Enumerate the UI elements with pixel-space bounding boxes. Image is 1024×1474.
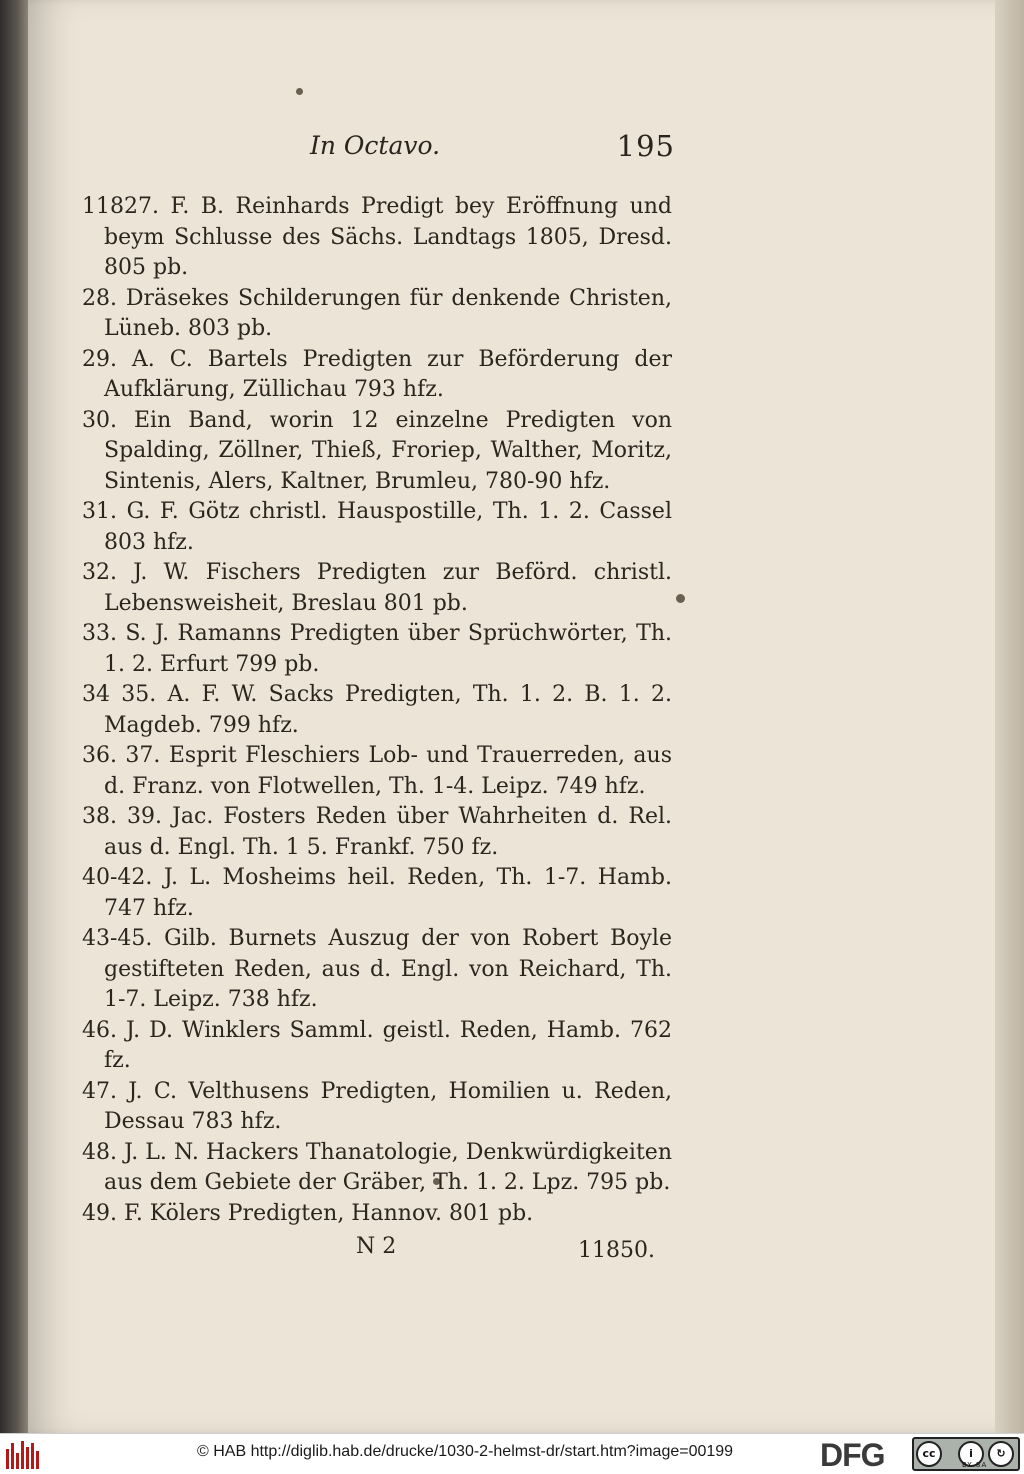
catalog-entry: 32. J. W. Fischers Predigten zur Beförd. christl. Lebensweisheit, Breslau 801 pb. bbox=[82, 560, 672, 616]
running-head bbox=[100, 125, 675, 175]
book-spine bbox=[0, 0, 28, 1433]
catalog-entry: 29. A. C. Bartels Predigten zur Beförderung der Aufklärung, Züllichau 793 hfz. bbox=[82, 346, 672, 402]
catalog-entry: 33. S. J. Ramanns Predigten über Sprüchwörter, Th. 1. 2. Erfurt 799 pb. bbox=[82, 621, 672, 677]
attribution-bar bbox=[0, 1433, 1024, 1474]
catalog-entries bbox=[82, 192, 672, 1229]
page-number: 195 bbox=[616, 129, 675, 163]
catalog-entry: 40-42. J. L. Mosheims heil. Reden, Th. 1-7. Hamb. 747 hfz. bbox=[82, 865, 672, 921]
cc-icon: cc bbox=[916, 1441, 942, 1467]
running-head-title: In Octavo. bbox=[310, 131, 441, 160]
page-fold bbox=[995, 0, 1024, 1433]
share-alike-icon: ↻ bbox=[988, 1441, 1014, 1467]
catalog-entry: 47. J. C. Velthusens Predigten, Homilien u. Reden, Dessau 783 hfz. bbox=[82, 1078, 672, 1134]
catalog-entry: 11827. F. B. Reinhards Predigt bey Eröffnung und beym Schlusse des Sächs. Landtags 1805, Dresd. 805 pb. bbox=[82, 194, 672, 280]
catalog-entry: 36. 37. Esprit Fleschiers Lob- und Trauerreden, aus d. Franz. von Flotwellen, Th. 1-4. Leipz. 749 hfz. bbox=[82, 743, 672, 799]
catchword: 11850. bbox=[578, 1238, 655, 1263]
ink-spot bbox=[676, 594, 685, 603]
catalog-entry: 34 35. A. F. W. Sacks Predigten, Th. 1. 2. B. 1. 2. Magdeb. 799 hfz. bbox=[82, 682, 672, 738]
catalog-entry: 49. F. Kölers Predigten, Hannov. 801 pb. bbox=[82, 1200, 534, 1226]
catalog-entry: 43-45. Gilb. Burnets Auszug der von Robert Boyle gestifteten Reden, aus d. Engl. von Reichard, Th. 1-7. Leipz. 738 hfz. bbox=[82, 926, 672, 1012]
dfg-logo: DFG bbox=[820, 1437, 885, 1473]
catalog-entry: 48. J. L. N. Hackers Thanatologie, Denkwürdigkeiten aus dem Gebiete der Gräber, Th. 1. 2. Lpz. 795 pb. bbox=[82, 1139, 672, 1195]
signature-mark: N 2 bbox=[356, 1234, 397, 1259]
page-footer bbox=[100, 1234, 655, 1268]
ink-spot bbox=[296, 88, 303, 95]
attribution-icon: i bbox=[958, 1441, 984, 1467]
catalog-entry: 30. Ein Band, worin 12 einzelne Predigten von Spalding, Zöllner, Thieß, Froriep, Walther, Moritz, Sintenis, Alers, Kaltner, Brumleu, 780-90 hfz. bbox=[82, 407, 672, 494]
hab-barcode-logo-icon bbox=[6, 1439, 40, 1469]
source-link[interactable]: © HAB http://diglib.hab.de/drucke/1030-2-helmst-dr/start.htm?image=00199 bbox=[197, 1443, 734, 1460]
catalog-entry: 46. J. D. Winklers Samml. geistl. Reden, Hamb. 762 fz. bbox=[82, 1017, 672, 1073]
catalog-entry: 31. G. F. Götz christl. Hauspostille, Th. 1. 2. Cassel 803 hfz. bbox=[82, 499, 672, 555]
cc-license-badge[interactable] bbox=[912, 1437, 1020, 1471]
license-label: BY SA bbox=[962, 1461, 988, 1469]
catalog-entry: 28. Dräsekes Schilderungen für denkende Christen, Lüneb. 803 pb. bbox=[82, 285, 672, 341]
catalog-entry: 38. 39. Jac. Fosters Reden über Wahrheiten d. Rel. aus d. Engl. Th. 1 5. Frankf. 750 fz. bbox=[82, 804, 672, 860]
